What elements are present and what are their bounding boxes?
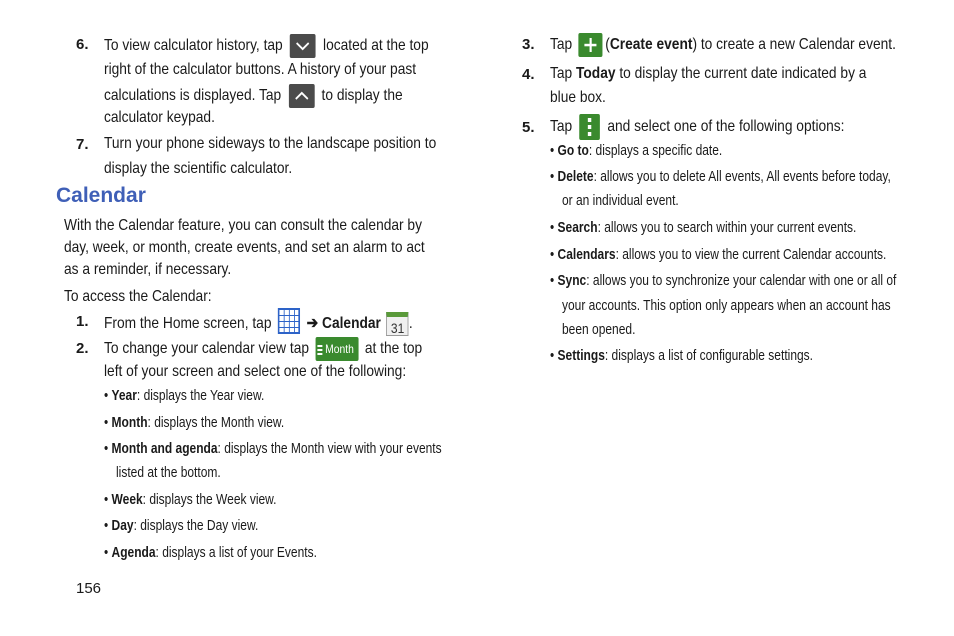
- more-vert-icon: [579, 114, 600, 140]
- plus-icon: [579, 33, 603, 57]
- step-text: left of your screen and select one of the following:: [104, 363, 407, 380]
- month-view-button-icon: Month: [315, 337, 358, 361]
- step-number: 1.: [76, 313, 89, 330]
- step-text: Turn your phone sideways to the landscape position to: [104, 135, 437, 152]
- list-item: • Day: displays the Day view.: [104, 517, 259, 534]
- step-text: Tap Today to display the current date indicated by a: [550, 65, 867, 82]
- intro-text: day, week, or month, create events, and set an alarm to act: [64, 239, 425, 256]
- list-item: • Delete: allows you to delete All events, All events before today,: [550, 168, 891, 185]
- step-number: 5.: [522, 119, 535, 136]
- step-text: calculator keypad.: [104, 109, 215, 126]
- list-item: • Month and agenda: displays the Month view with your events: [104, 440, 442, 457]
- section-heading: Calendar: [56, 184, 146, 207]
- list-item-continued: listed at the bottom.: [116, 464, 221, 481]
- apps-grid-icon: [278, 308, 300, 340]
- access-text: To access the Calendar:: [64, 288, 212, 305]
- page-number: 156: [76, 580, 102, 597]
- intro-text: as a reminder, if necessary.: [64, 261, 232, 278]
- list-item-continued: your accounts. This option only appears when an account has: [562, 297, 891, 314]
- step-text: blue box.: [550, 89, 606, 106]
- list-item: • Search: allows you to search within your current events.: [550, 219, 857, 236]
- step-text: Tap and select one of the following options:: [550, 114, 892, 140]
- step-number: 2.: [76, 340, 89, 357]
- step-number: 6.: [76, 36, 89, 53]
- step-text: To change your calendar view tap Month at the top: [104, 337, 474, 361]
- list-item-continued: or an individual event.: [562, 192, 679, 209]
- step-number: 7.: [76, 136, 89, 153]
- list-item: • Settings: displays a list of configurable settings.: [550, 347, 813, 364]
- step-text: calculations is displayed. Tap to display the: [104, 84, 451, 108]
- step-text: display the scientific calculator.: [104, 160, 293, 177]
- step-text: Tap (Create event) to create a new Calendar event.: [550, 33, 952, 57]
- step-number: 3.: [522, 36, 535, 53]
- chevron-down-icon: [290, 34, 316, 58]
- calendar-icon: 31: [386, 312, 408, 336]
- step-text: From the Home screen, tap ➔ Calendar 31 .: [104, 308, 463, 340]
- list-item: • Sync: allows you to synchronize your calendar with one or all of: [550, 272, 897, 289]
- step-text: right of the calculator buttons. A history of your past: [104, 61, 417, 78]
- step-number: 4.: [522, 66, 535, 83]
- chevron-up-icon: [288, 84, 314, 108]
- list-item-continued: been opened.: [562, 321, 636, 338]
- list-item: • Go to: displays a specific date.: [550, 142, 723, 159]
- list-item: • Week: displays the Week view.: [104, 491, 277, 508]
- list-item: • Calendars: allows you to view the current Calendar accounts.: [550, 246, 887, 263]
- step-text: To view calculator history, tap located at the top: [104, 34, 481, 58]
- list-item: • Agenda: displays a list of your Events.: [104, 544, 317, 561]
- intro-text: With the Calendar feature, you can consult the calendar by: [64, 217, 422, 234]
- list-item: • Month: displays the Month view.: [104, 414, 285, 431]
- list-item: • Year: displays the Year view.: [104, 387, 265, 404]
